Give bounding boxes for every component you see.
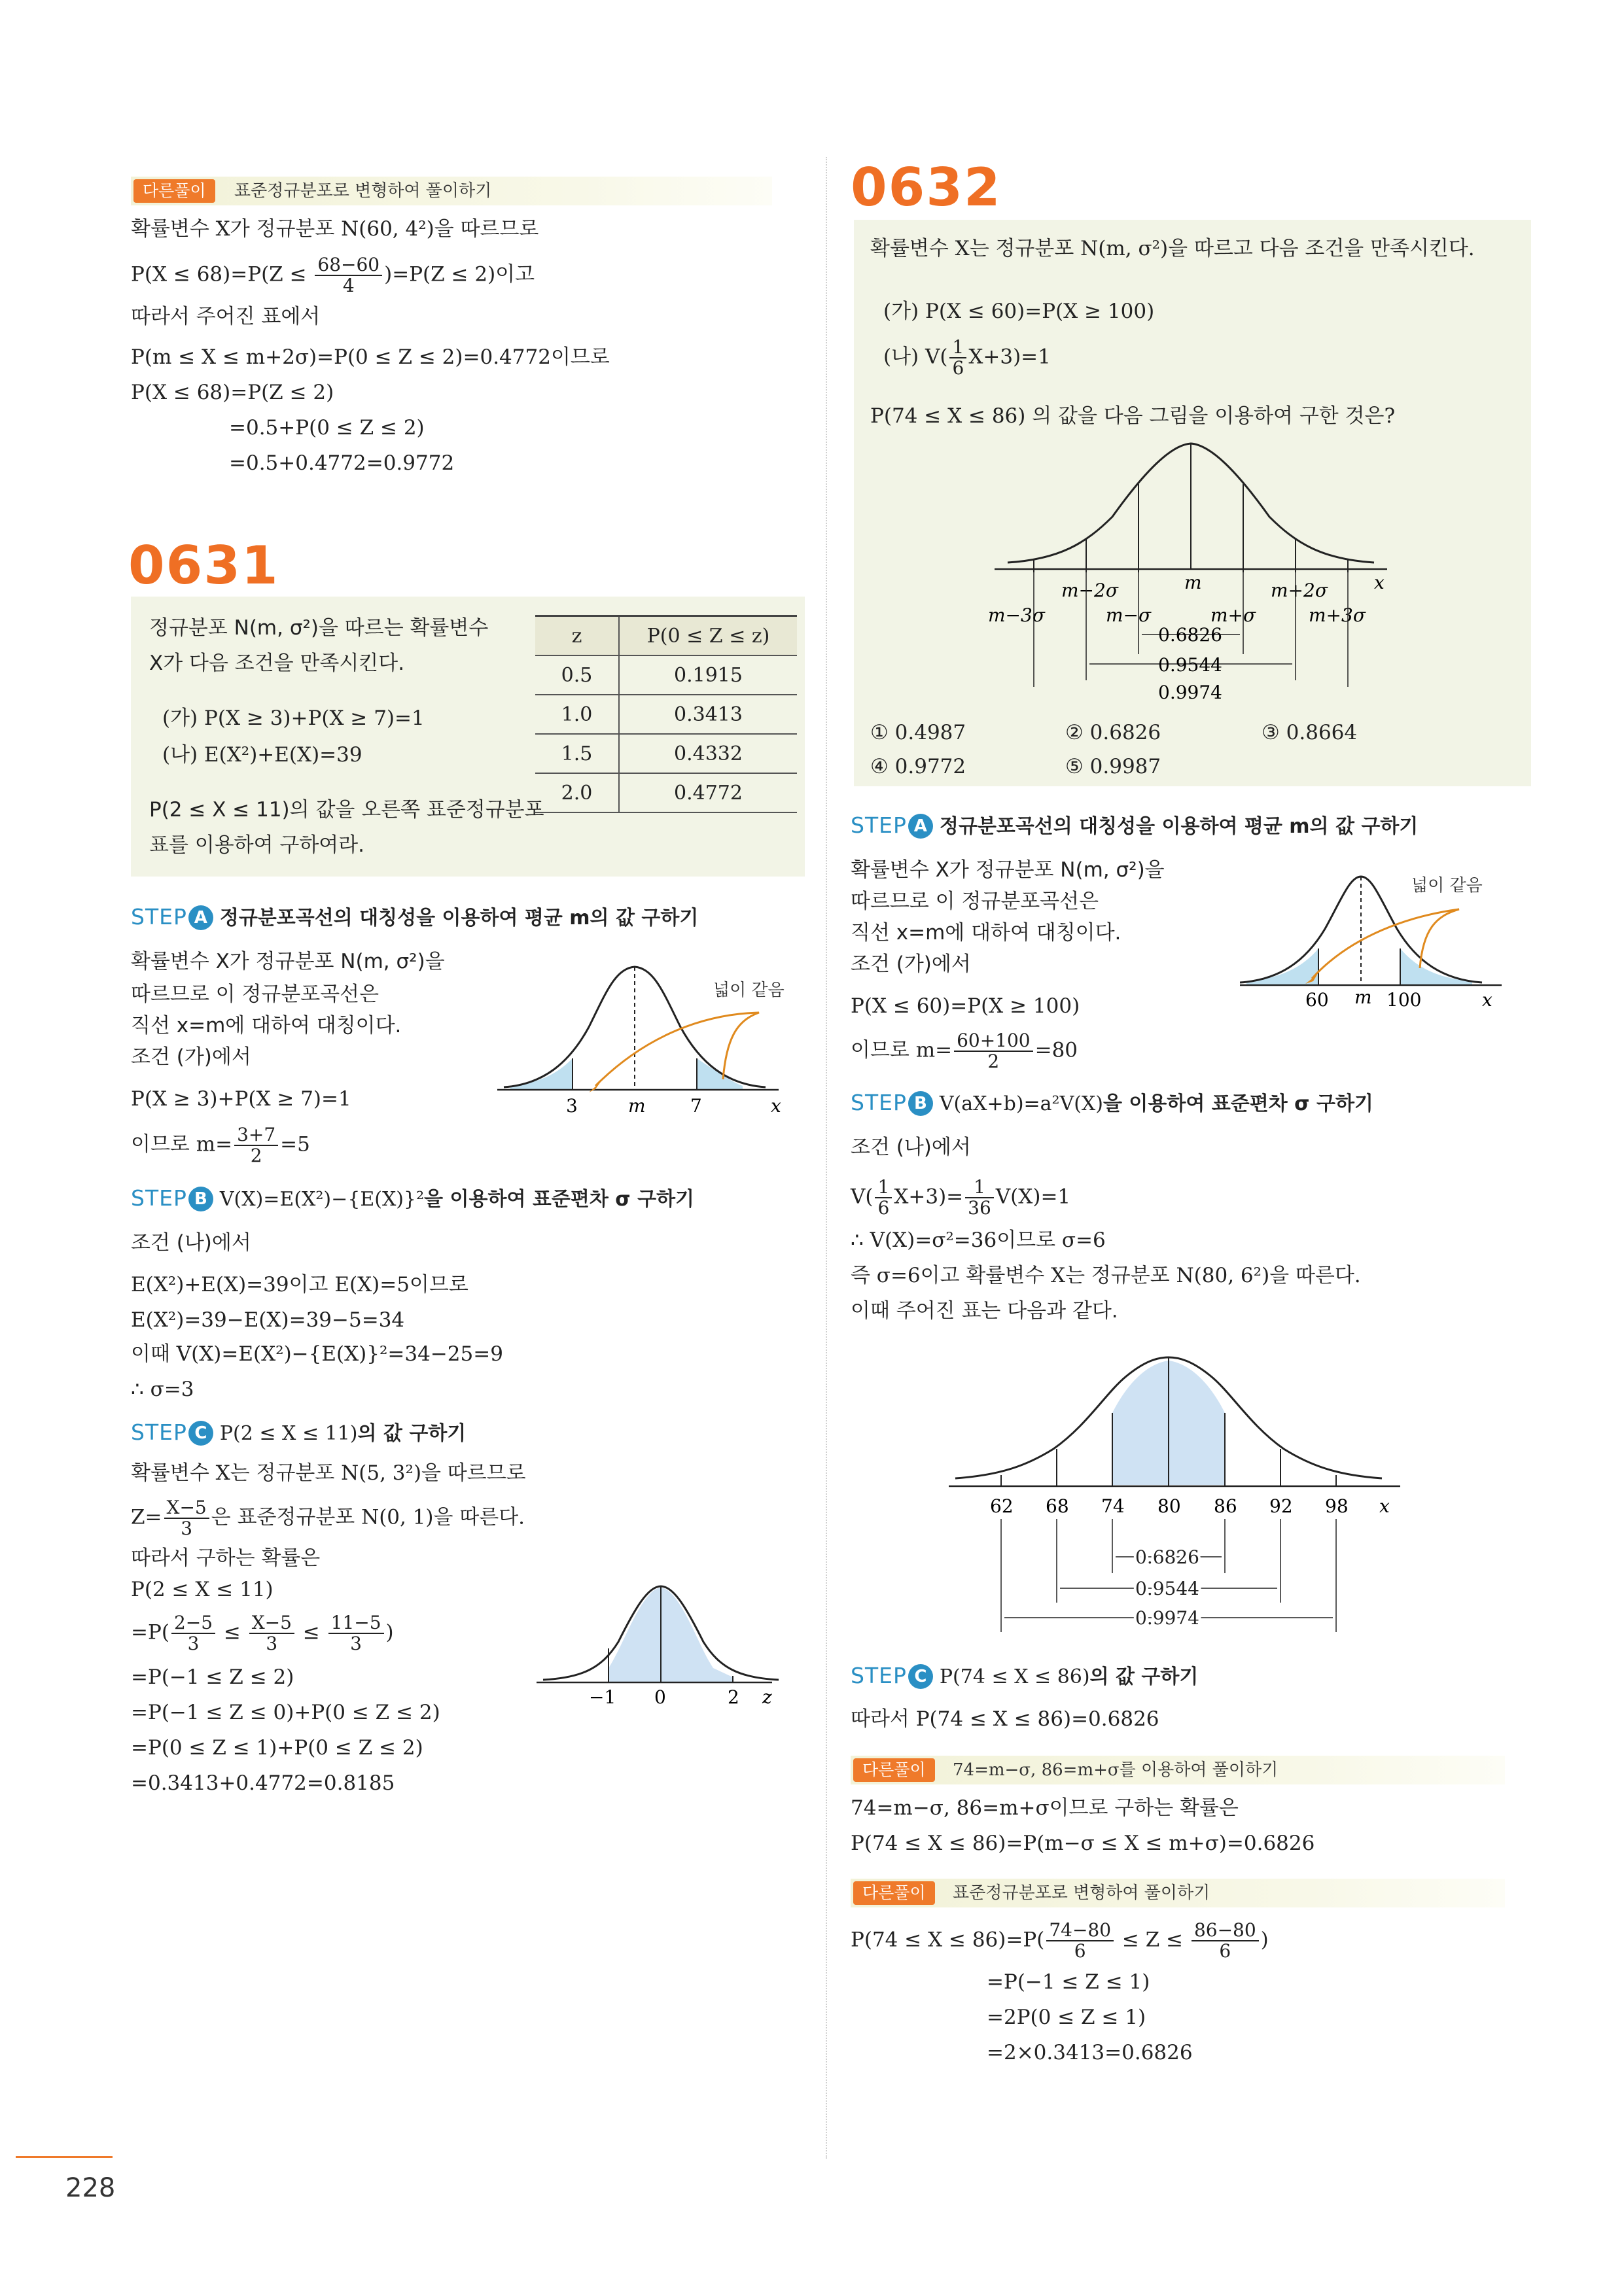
equation-line: ∴ σ=3	[131, 1378, 194, 1401]
equation-line: 즉 σ=6이고 확률변수 X는 정규분포 N(80, 6²)을 따른다.	[851, 1264, 1361, 1287]
equation-line: =P(−1 ≤ Z ≤ 2)	[131, 1665, 294, 1689]
equation-line: Z= $\frac{X-5}{3}$ 은 표준정규분포 N(0, 1)을 따른다.	[131, 1497, 525, 1539]
text-line: 확률변수 X가 정규분포 N(m, σ²)을	[131, 950, 445, 973]
equation-line: P(X ≤ 60)=P(X ≥ 100)	[851, 994, 1080, 1018]
table-header-row	[535, 616, 797, 656]
equation-line: =2×0.3413=0.6826	[987, 2041, 1193, 2064]
page-number-rule	[16, 2156, 113, 2158]
text-line: 따르므로 이 정규분포곡선은	[131, 983, 380, 1006]
alt-solution-badge: 다른풀이	[133, 179, 215, 203]
condition-na: (나) V( $\frac{1}{6}$ X+3)=1	[883, 336, 1051, 379]
tick-label: 100	[1386, 989, 1422, 1011]
tick-label: x	[1379, 1495, 1390, 1517]
table-cell: 0.4332	[619, 734, 797, 773]
step-b-heading: STEP B V(aX+b)=a²V(X)을 이용하여 표준편차 σ 구하기	[851, 1090, 1373, 1115]
tick-label: 80	[1157, 1495, 1181, 1517]
tick-label: 74	[1101, 1495, 1125, 1517]
tick-label: −1	[589, 1686, 616, 1708]
range-label: 0.9544	[1135, 1578, 1199, 1599]
tick-label: 68	[1046, 1495, 1069, 1517]
equation-line: 74=m−σ, 86=m+σ이므로 구하는 확률은	[851, 1796, 1239, 1820]
range-label: 0.6826	[1135, 1546, 1199, 1568]
tick-label: 3	[566, 1095, 578, 1117]
condition-ga: (가) P(X ≥ 3)+P(X ≥ 7)=1	[162, 706, 425, 730]
equation-line: ∴ V(X)=σ²=36이므로 σ=6	[851, 1228, 1106, 1252]
arrow-head	[589, 1082, 601, 1092]
alt-solution-title: 74=m−σ, 86=m+σ를 이용하여 풀이하기	[953, 1760, 1279, 1780]
text-line: 조건 (나)에서	[851, 1136, 971, 1159]
axis-label: m+3σ	[1309, 604, 1366, 626]
tick-label: z	[762, 1686, 772, 1708]
axis-label: m−σ	[1106, 604, 1152, 626]
table-row	[535, 773, 797, 812]
axis-label: x	[1374, 572, 1385, 593]
alt-solution-badge: 다른풀이	[853, 1881, 935, 1905]
text-line: 확률변수 X가 정규분포 N(60, 4²)을 따르므로	[131, 217, 539, 241]
symmetry-graph-right	[1240, 863, 1528, 1014]
equation-line: =P( $\frac{2-5}{3}$ ≤ $\frac{X-5}{3}$ ≤ $\frac{11-5}{3}$ )	[131, 1612, 394, 1654]
shaded-area-right	[697, 1058, 743, 1090]
tick-label: x	[1482, 989, 1492, 1011]
equation-line: =0.5+0.4772=0.9772	[229, 451, 455, 475]
problem-text: X가 다음 조건을 만족시킨다.	[149, 652, 405, 675]
alt-solution-badge: 다른풀이	[853, 1758, 935, 1782]
table-cell: 0.3413	[619, 695, 797, 734]
step-a-heading: STEP A 정규분포곡선의 대칭성을 이용하여 평균 m의 값 구하기	[131, 904, 699, 930]
page-number: 228	[65, 2173, 116, 2203]
equation-line: P(74 ≤ X ≤ 86)=P(m−σ ≤ X ≤ m+σ)=0.6826	[851, 1832, 1315, 1855]
problem-text: 확률변수 X는 정규분포 N(m, σ²)을 따르고 다음 조건을 만족시킨다.	[870, 237, 1475, 260]
choice[interactable]: ① 0.4987	[870, 721, 966, 744]
axis-label: m−2σ	[1061, 580, 1118, 601]
tick-label: 60	[1305, 989, 1329, 1011]
equation-line: =P(−1 ≤ Z ≤ 0)+P(0 ≤ Z ≤ 2)	[131, 1701, 440, 1724]
text-line: 직선 x=m에 대하여 대칭이다.	[131, 1014, 402, 1037]
n80-distribution-graph	[949, 1341, 1433, 1635]
equation-line: P(X ≤ 68)=P(Z ≤ $\frac{68-60}{4}$ )=P(Z ≤ 2)이고	[131, 254, 535, 296]
equation-line: P(X ≤ 68)=P(Z ≤ 2)	[131, 381, 334, 404]
tick-label: 98	[1325, 1495, 1349, 1517]
shaded-area	[609, 1588, 733, 1683]
condition-ga: (가) P(X ≤ 60)=P(X ≥ 100)	[883, 300, 1155, 323]
tick-label: 86	[1214, 1495, 1237, 1517]
alt-solution-title: 표준정규분포로 변형하여 풀이하기	[953, 1883, 1210, 1903]
choice[interactable]: ④ 0.9772	[870, 755, 966, 778]
tick-label: 0	[654, 1686, 666, 1708]
equation-line: P(74 ≤ X ≤ 86)=P( $\frac{74-80}{6}$ ≤ Z ≤ $\frac{86-80}{6}$ )	[851, 1919, 1269, 1962]
equation-line: E(X²)+E(X)=39이고 E(X)=5이므로	[131, 1273, 468, 1296]
equation-line: =0.5+P(0 ≤ Z ≤ 2)	[229, 416, 425, 440]
step-b-heading: STEP B V(X)=E(X²)−{E(X)}²을 이용하여 표준편차 σ 구하기	[131, 1185, 695, 1211]
tick-label: 62	[990, 1495, 1014, 1517]
problem-text: 표를 이용하여 구하여라.	[149, 833, 365, 857]
range-label: 0.9544	[1158, 654, 1222, 676]
axis-label: m+2σ	[1271, 580, 1328, 601]
standard-normal-graph	[537, 1570, 785, 1714]
problem-text: 정규분포 N(m, σ²)을 따르는 확률변수	[149, 616, 489, 640]
axis-label: m−3σ	[988, 604, 1045, 626]
graph-note: 넓이 같음	[1411, 876, 1483, 896]
axis-label: m+σ	[1210, 604, 1256, 626]
text-line: 따라서 구하는 확률은	[131, 1546, 321, 1570]
equation-line: 따라서 P(74 ≤ X ≤ 86)=0.6826	[851, 1707, 1159, 1731]
choice[interactable]: ② 0.6826	[1065, 721, 1161, 744]
choice[interactable]: ⑤ 0.9987	[1065, 755, 1161, 778]
choice[interactable]: ③ 0.8664	[1262, 721, 1358, 744]
table-header: z	[535, 616, 619, 656]
step-c-heading: STEP C P(2 ≤ X ≤ 11)의 값 구하기	[131, 1419, 467, 1445]
equation-line: P(m ≤ X ≤ m+2σ)=P(0 ≤ Z ≤ 2)=0.4772이므로	[131, 345, 610, 369]
problem-number: 0631	[128, 535, 279, 596]
text-line: 따라서 주어진 표에서	[131, 305, 321, 328]
text-line: 직선 x=m에 대하여 대칭이다.	[851, 921, 1121, 945]
range-label: 0.9974	[1135, 1607, 1199, 1629]
table-header: P(0 ≤ Z ≤ z)	[619, 616, 797, 656]
table-cell: 0.1915	[619, 655, 797, 695]
tick-label: 92	[1269, 1495, 1293, 1517]
tick-label: x	[771, 1095, 781, 1117]
equation-line: V( $\frac{1}{6}$ X+3)= $\frac{1}{36}$ V(X)=1	[851, 1176, 1071, 1219]
tick-label: 2	[728, 1686, 739, 1708]
equation-line: =2P(0 ≤ Z ≤ 1)	[987, 2006, 1146, 2029]
equation-line: P(X ≥ 3)+P(X ≥ 7)=1	[131, 1087, 351, 1111]
equation-line: P(2 ≤ X ≤ 11)	[131, 1578, 274, 1601]
text-line: 따르므로 이 정규분포곡선은	[851, 890, 1099, 913]
step-a-heading: STEP A 정규분포곡선의 대칭성을 이용하여 평균 m의 값 구하기	[851, 812, 1419, 838]
table-cell: 1.0	[535, 695, 619, 734]
sigma-intervals-graph	[981, 432, 1426, 706]
equation-line: 이므로 m= $\frac{60+100}{2}$ =80	[851, 1030, 1078, 1072]
equation-line: 이므로 m= $\frac{3+7}{2}$ =5	[131, 1124, 310, 1166]
tick-label: 7	[690, 1095, 702, 1117]
equal-area-arrow	[1312, 909, 1459, 979]
alt-solution-title: 표준정규분포로 변형하여 풀이하기	[234, 181, 492, 201]
table-cell: 0.4772	[619, 773, 797, 812]
equal-area-arrow	[595, 1013, 759, 1086]
equation-line: =P(−1 ≤ Z ≤ 1)	[987, 1970, 1150, 1994]
range-label: 0.9974	[1158, 682, 1222, 703]
problem-text: P(2 ≤ X ≤ 11)의 값을 오른쪽 표준정규분포	[149, 798, 544, 822]
axis-label: m	[1184, 572, 1202, 593]
text-line: 조건 (가)에서	[851, 952, 971, 976]
text-line: 이때 주어진 표는 다음과 같다.	[851, 1299, 1118, 1323]
text-line: 조건 (가)에서	[131, 1045, 251, 1069]
table-cell: 0.5	[535, 655, 619, 695]
standard-normal-table	[535, 615, 797, 813]
text-line: 조건 (나)에서	[131, 1231, 251, 1255]
step-c-heading: STEP C P(74 ≤ X ≤ 86)의 값 구하기	[851, 1663, 1199, 1688]
problem-question: P(74 ≤ X ≤ 86) 의 값을 다음 그림을 이용하여 구한 것은?	[870, 404, 1396, 428]
problem-number: 0632	[851, 157, 1002, 218]
table-cell: 1.5	[535, 734, 619, 773]
table-row	[535, 695, 797, 734]
equation-line: =0.3413+0.4772=0.8185	[131, 1771, 395, 1795]
equation-line: 이때 V(X)=E(X²)−{E(X)}²=34−25=9	[131, 1342, 503, 1366]
symmetry-graph-left	[497, 955, 792, 1119]
table-row	[535, 734, 797, 773]
column-divider	[826, 157, 827, 2159]
table-row	[535, 655, 797, 695]
text-line: 확률변수 X는 정규분포 N(5, 3²)을 따르므로	[131, 1461, 526, 1485]
tick-label: m	[628, 1095, 646, 1117]
equation-line: =P(0 ≤ Z ≤ 1)+P(0 ≤ Z ≤ 2)	[131, 1736, 423, 1760]
equation-line: E(X²)=39−E(X)=39−5=34	[131, 1308, 405, 1332]
text-line: 확률변수 X가 정규분포 N(m, σ²)을	[851, 858, 1165, 882]
tick-label: m	[1354, 986, 1372, 1008]
table-cell: 2.0	[535, 773, 619, 812]
range-label: 0.6826	[1158, 624, 1222, 646]
condition-na: (나) E(X²)+E(X)=39	[162, 743, 362, 767]
graph-note: 넓이 같음	[713, 981, 785, 1000]
